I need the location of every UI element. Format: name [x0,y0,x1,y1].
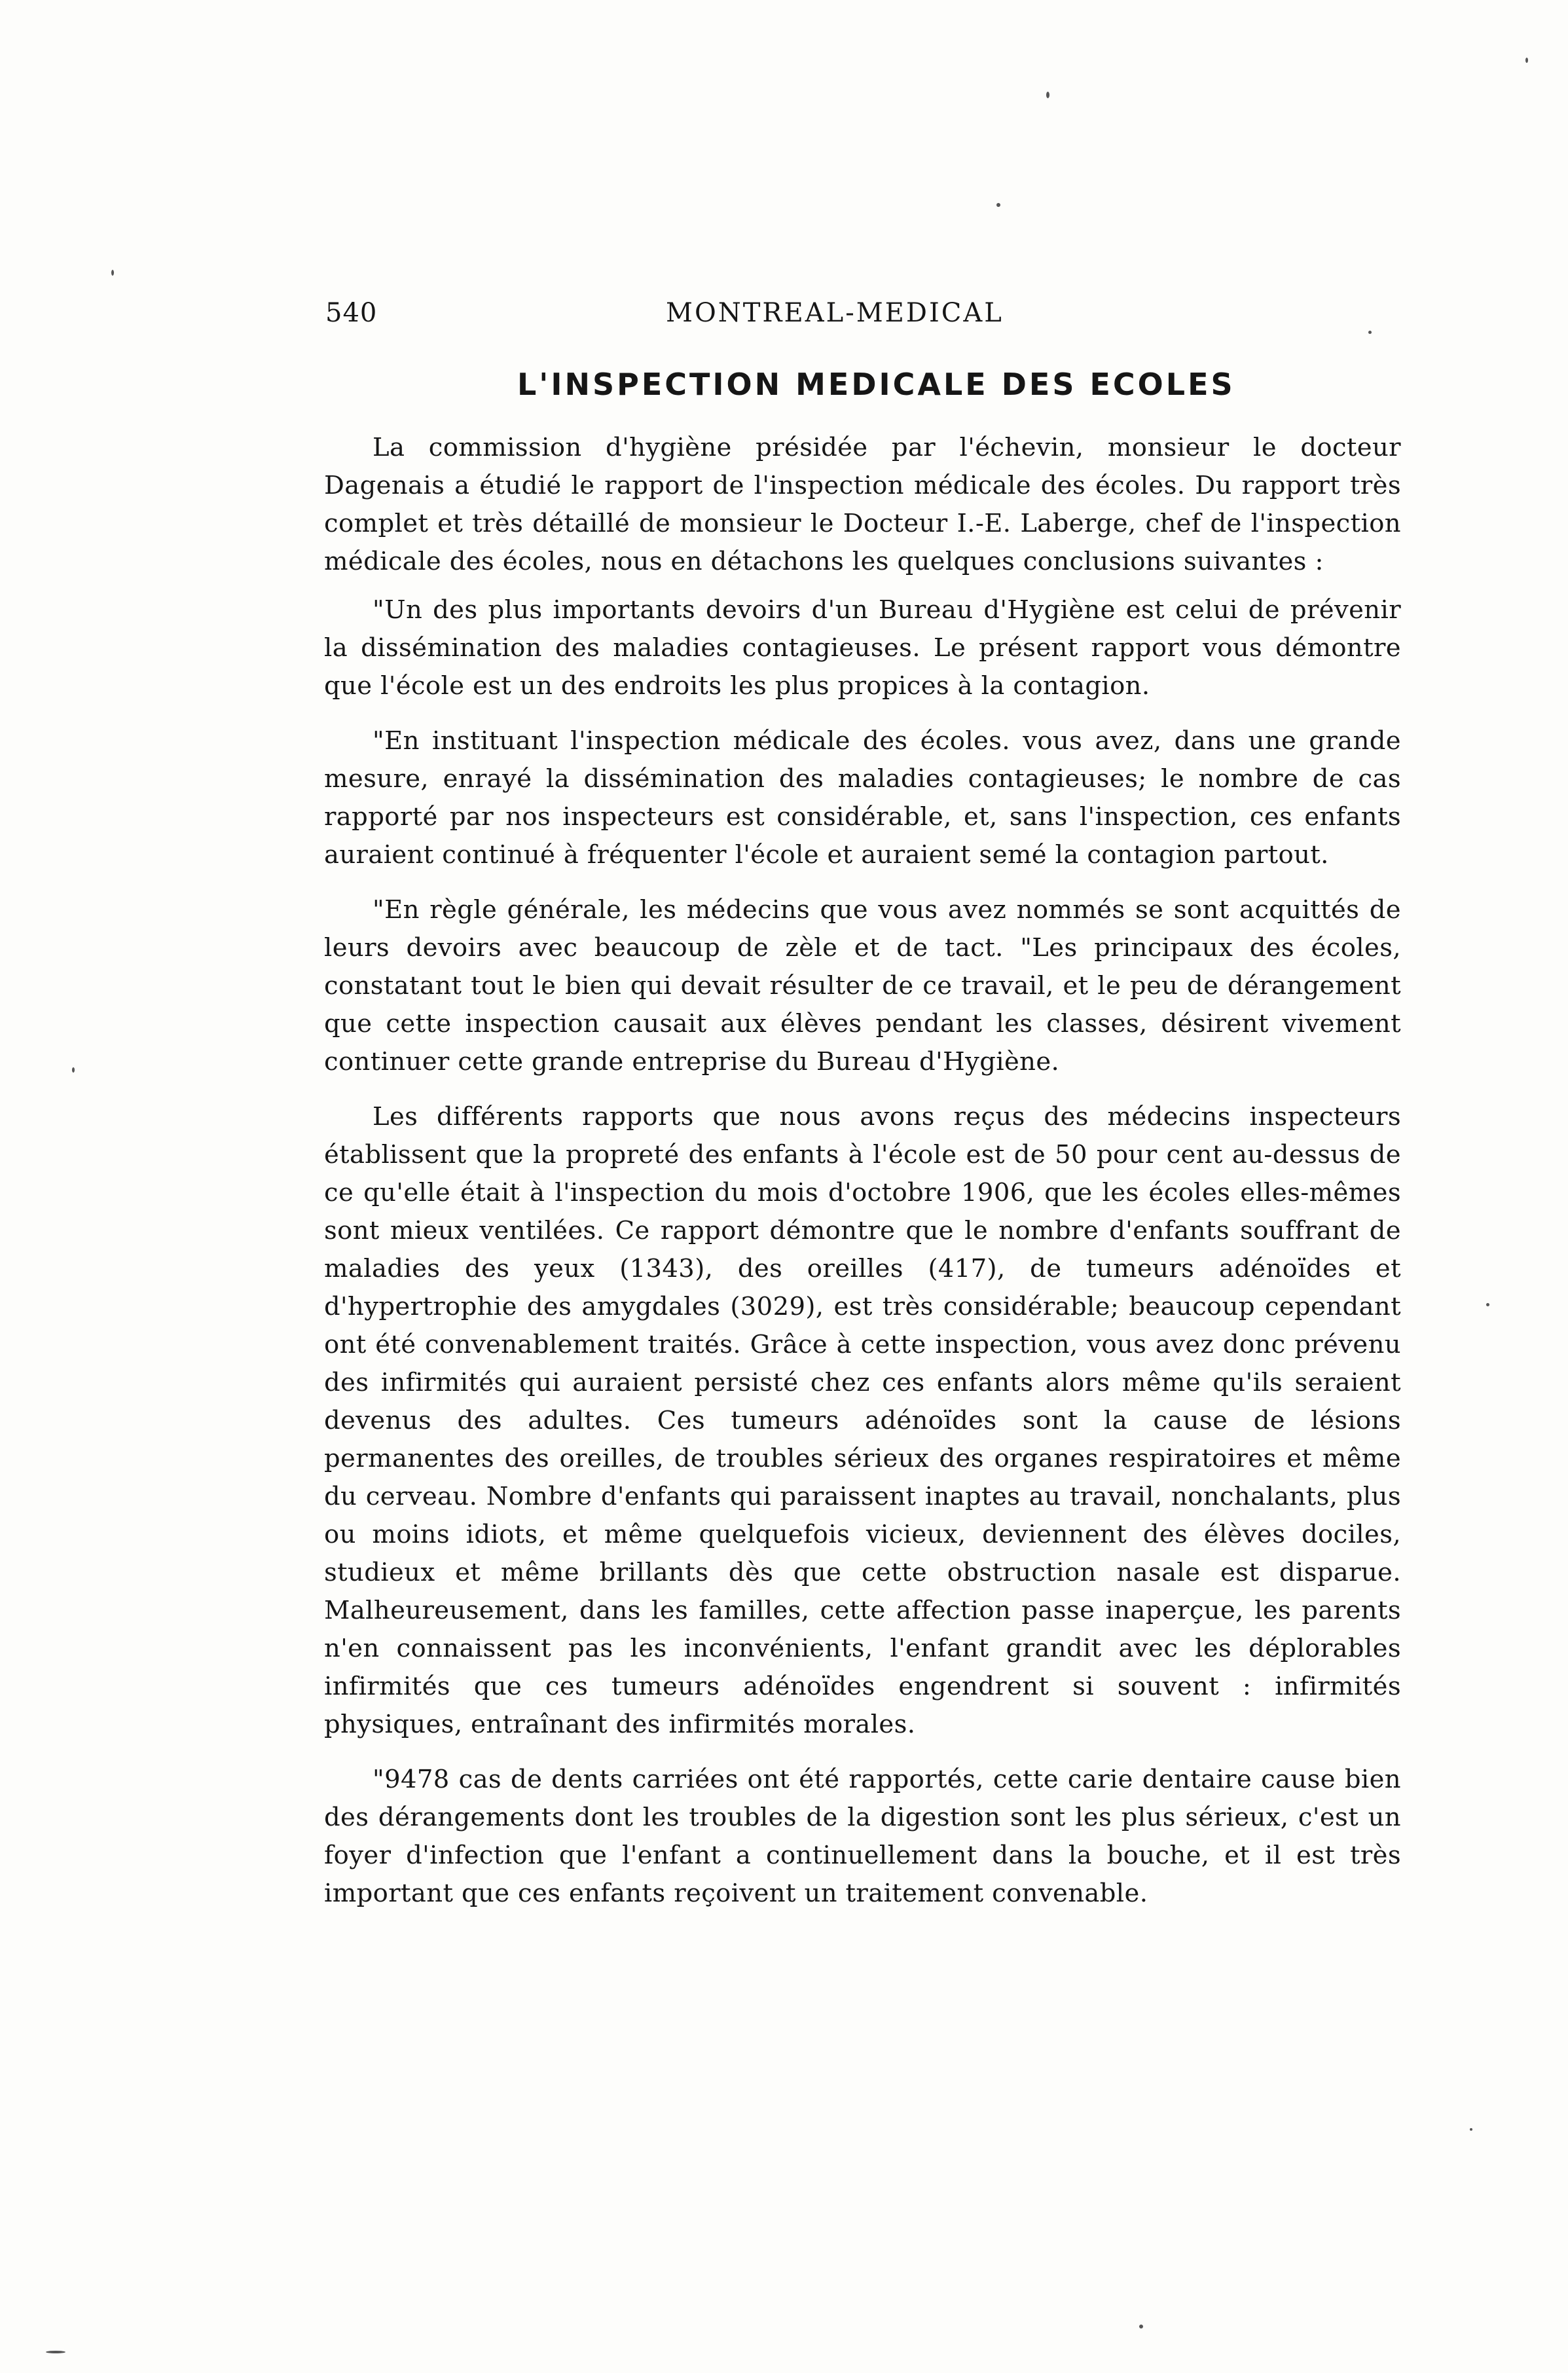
journal-title: MONTREAL-MEDICAL [666,298,1004,328]
paragraph-quote-1: "Un des plus importants devoirs d'un Bureau d'Hygiène est celui de prévenir la dissémination des maladies contagieuses. Le présent rapport vous démontre que l'école est un des endroits les plus propices à la contagion. [324,595,1401,701]
scan-speck [1470,2128,1472,2131]
page-number: 540 [325,298,378,328]
running-header [325,298,1366,337]
scan-speck [1046,92,1049,98]
paragraph-dental: "9478 cas de dents carriées ont été rapportés, cette carie dentaire cause bien des dérangements dont les troubles de la digestion sont les plus sérieux, c'est un foyer d'infection que l'enfant a continuellement dans la bouche, et il est très important que ces enfants reçoivent un traitement convenable. [324,1765,1401,1908]
article-body [324,429,1401,1913]
scan-speck [1525,58,1528,63]
scan-speck [72,1067,75,1073]
scan-speck [111,270,114,276]
paragraph-intro: La commission d'hygiène présidée par l'échevin, monsieur le docteur Dagenais a étudié le rapport de l'inspection médicale des écoles. Du rapport très complet et très détaillé de monsieur le Docteur I.-E. Laberge, chef de l'inspection médicale des écoles, nous en détachons les quelques conclusions suivantes : [324,433,1401,576]
paragraph-quote-2: "En instituant l'inspection médicale des écoles. vous avez, dans une grande mesure, enrayé la dissémination des maladies contagieuses; le nombre de cas rapporté par nos inspecteurs est considérable, et, sans l'inspection, ces enfants auraient continué à fréquenter l'école et auraient semé la contagion partout. [324,726,1401,870]
scan-speck [1139,2325,1143,2328]
scan-speck [1486,1303,1489,1306]
paragraph-quote-3: "En règle générale, les médecins que vous avez nommés se sont acquittés de leurs devoirs avec beaucoup de zèle et de tact. "Les principaux des écoles, constatant tout le bien qui devait résulter de ce travail, et le peu de dérangement que cette inspection causait aux élèves pendant les classes, désirent vivement continuer cette grande entreprise du Bureau d'Hygiène. [324,895,1401,1076]
scan-speck [1368,331,1372,334]
article-title: L'INSPECTION MEDICALE DES ECOLES [517,367,1235,402]
scan-speck [996,203,1000,207]
scan-speck [46,2351,65,2353]
paragraph-reports: Les différents rapports que nous avons reçus des médecins inspecteurs établissent que la propreté des enfants à l'école est de 50 pour cent au-dessus de ce qu'elle était à l'inspection du mois d'octobre 1906, que les écoles elles-mêmes sont mieux ventilées. Ce rapport démontre que le nombre d'enfants souffrant de maladies des yeux (1343), des oreilles (417), de tumeurs adénoïdes et d'hypertrophie des amygdales (3029), est très considérable; beaucoup cependant ont été convenablement traités. Grâce à cette inspection, vous avez donc prévenu des infirmités qui auraient persisté chez ces enfants alors même qu'ils seraient devenus des adultes. Ces tumeurs adénoïdes sont la cause de lésions permanentes des oreilles, de troubles sérieux des organes respiratoires et même du cerveau. Nombre d'enfants qui paraissent inaptes au travail, nonchalants, plus ou moins idiots, et même quelquefois vicieux, deviennent des élèves dociles, studieux et même brillants dès que cette obstruction nasale est disparue. Malheureusement, dans les familles, cette affection passe inaperçue, les parents n'en connaissent pas les inconvénients, l'enfant grandit avec les déplorables infirmités que ces tumeurs adénoïdes engendrent si souvent : infirmités physiques, entraînant des infirmités morales. [324,1102,1401,1739]
